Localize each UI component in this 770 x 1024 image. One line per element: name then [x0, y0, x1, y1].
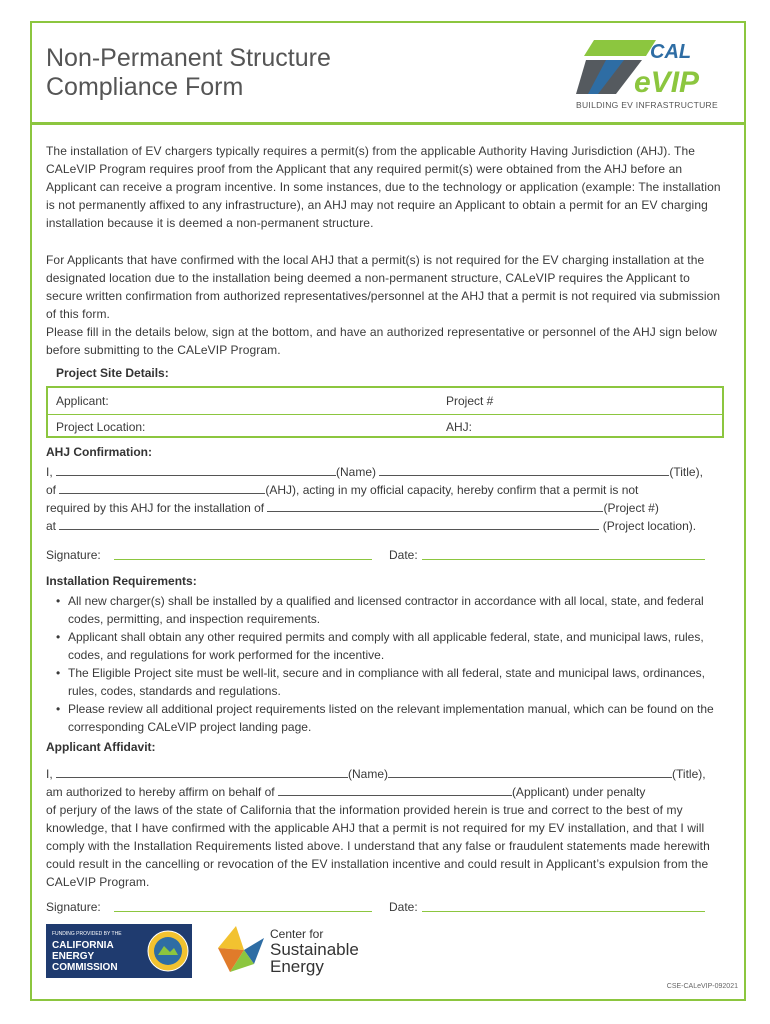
- project-site-table: [46, 386, 724, 438]
- svg-text:Center for: Center for: [270, 927, 324, 941]
- affidavit-line-2: am authorized to hereby affirm on behalf of (Applicant) under penalty: [46, 785, 646, 799]
- ahj-line-2: of (AHJ), acting in my official capacity, hereby confirm that a permit is not: [46, 483, 639, 497]
- svg-text:COMMISSION: COMMISSION: [52, 962, 118, 973]
- ahj-project-number-input[interactable]: [267, 500, 603, 512]
- list-item: • Applicant shall obtain any other required permits and comply with all applicable federal, state, and municipal laws, rules, codes, and regulations for work performed for the incentive.: [56, 628, 726, 664]
- center-for-sustainable-energy-logo: [214, 924, 374, 980]
- page-title: Non-Permanent Structure Compliance Form: [46, 44, 331, 101]
- svg-text:FUNDING PROVIDED BY THE: FUNDING PROVIDED BY THE: [52, 931, 122, 937]
- applicant-date-line[interactable]: [422, 911, 705, 912]
- ahj-line-1: I, (Name) (Title),: [46, 465, 703, 479]
- list-item: • All new charger(s) shall be installed by a qualified and licensed contractor in accordance with all local, state, and federal codes, permitting, and inspection requirements.: [56, 592, 726, 628]
- logo-tagline: BUILDING EV INFRASTRUCTURE: [576, 100, 718, 110]
- ahj-name-input[interactable]: [56, 464, 336, 476]
- project-number-field[interactable]: Project #: [446, 394, 494, 408]
- installation-requirements-list: [56, 592, 726, 736]
- intro-paragraph-2: For Applicants that have confirmed with the local AHJ that a permit(s) is not required for the EV charging installation at the designated location due to the installation being deemed a non-permanent structure, CALeVIP requires the Applicant to secure written confirmation from authorized representatives/personnel at the AHJ that a permit is not required via submission of this form.: [46, 253, 721, 321]
- svg-text:eVIP: eVIP: [634, 66, 700, 99]
- project-location-field[interactable]: Project Location:: [56, 420, 146, 434]
- ahj-signature-label: Signature:: [46, 548, 101, 562]
- ahj-line-3: required by this AHJ for the installation of (Project #): [46, 501, 659, 515]
- applicant-field[interactable]: Applicant:: [56, 394, 109, 408]
- header-divider: [30, 122, 746, 125]
- svg-text:CALIFORNIA: CALIFORNIA: [52, 940, 114, 951]
- affidavit-title-input[interactable]: [388, 766, 672, 778]
- form-code: CSE-CALeVIP-092021: [666, 983, 738, 990]
- ahj-agency-input[interactable]: [59, 482, 265, 494]
- affidavit-name-input[interactable]: [56, 766, 348, 778]
- ahj-line-4: at (Project location).: [46, 519, 697, 533]
- ahj-confirmation-heading: AHJ Confirmation:: [46, 445, 152, 459]
- applicant-signature-line[interactable]: [114, 911, 372, 912]
- svg-text:Sustainable: Sustainable: [270, 940, 359, 959]
- svg-text:ENERGY: ENERGY: [52, 951, 95, 962]
- applicant-date-label: Date:: [389, 900, 418, 914]
- ahj-signature-line[interactable]: [114, 559, 372, 560]
- intro-paragraph-3: Please fill in the details below, sign at the bottom, and have an authorized representative or personnel of the AHJ sign below before submitting to the CALeVIP Program.: [46, 325, 718, 357]
- affidavit-line-1: I, (Name) (Title),: [46, 767, 706, 781]
- list-item: • Please review all additional project requirements listed on the relevant implementation manual, which can be found on the corresponding CALeVIP project landing page.: [56, 700, 726, 736]
- svg-text:CAL: CAL: [650, 41, 692, 63]
- affidavit-body: of perjury of the laws of the state of California that the information provided herein is true and correct to the best of my knowledge, that I have confirmed with the applicable AHJ that a permit is not required for my EV installation, and that I will comply with the Installation Requirements listed above. I understand that any false or fraudulent statements made herewith could result in the cancelling or revocation of the EV installation incentive and could result in Applicant’s expulsion from the CALeVIP Program.: [46, 803, 710, 889]
- installation-heading: Installation Requirements:: [46, 574, 197, 588]
- affidavit-heading: Applicant Affidavit:: [46, 740, 156, 754]
- svg-text:Energy: Energy: [270, 957, 324, 976]
- ahj-title-input[interactable]: [379, 464, 669, 476]
- ahj-field[interactable]: AHJ:: [446, 420, 473, 434]
- applicant-signature-label: Signature:: [46, 900, 101, 914]
- intro-paragraph-1: The installation of EV chargers typically requires a permit(s) from the applicable Authority Having Jurisdiction (AHJ). The CALeVIP Program requires proof from the Applicant that any required permit(s) were obtained from the AHJ before an Applicant can receive a program incentive. In some instances, due to the technology or application (example: The installation is not permanently affixed to any infrastructure), an AHJ may not require an Applicant to obtain a permit for an EV charging installation because it is deemed a non-permanent structure.: [46, 144, 721, 230]
- california-energy-commission-logo: [46, 924, 192, 978]
- ahj-date-line[interactable]: [422, 559, 705, 560]
- affidavit-applicant-input[interactable]: [278, 784, 512, 796]
- list-item: • The Eligible Project site must be well-lit, secure and in compliance with all federal, state and municipal laws, ordinances, rules, codes, standards and regulations.: [56, 664, 726, 700]
- project-site-heading: Project Site Details:: [56, 366, 169, 380]
- ahj-project-location-input[interactable]: [59, 518, 599, 530]
- ahj-date-label: Date:: [389, 548, 418, 562]
